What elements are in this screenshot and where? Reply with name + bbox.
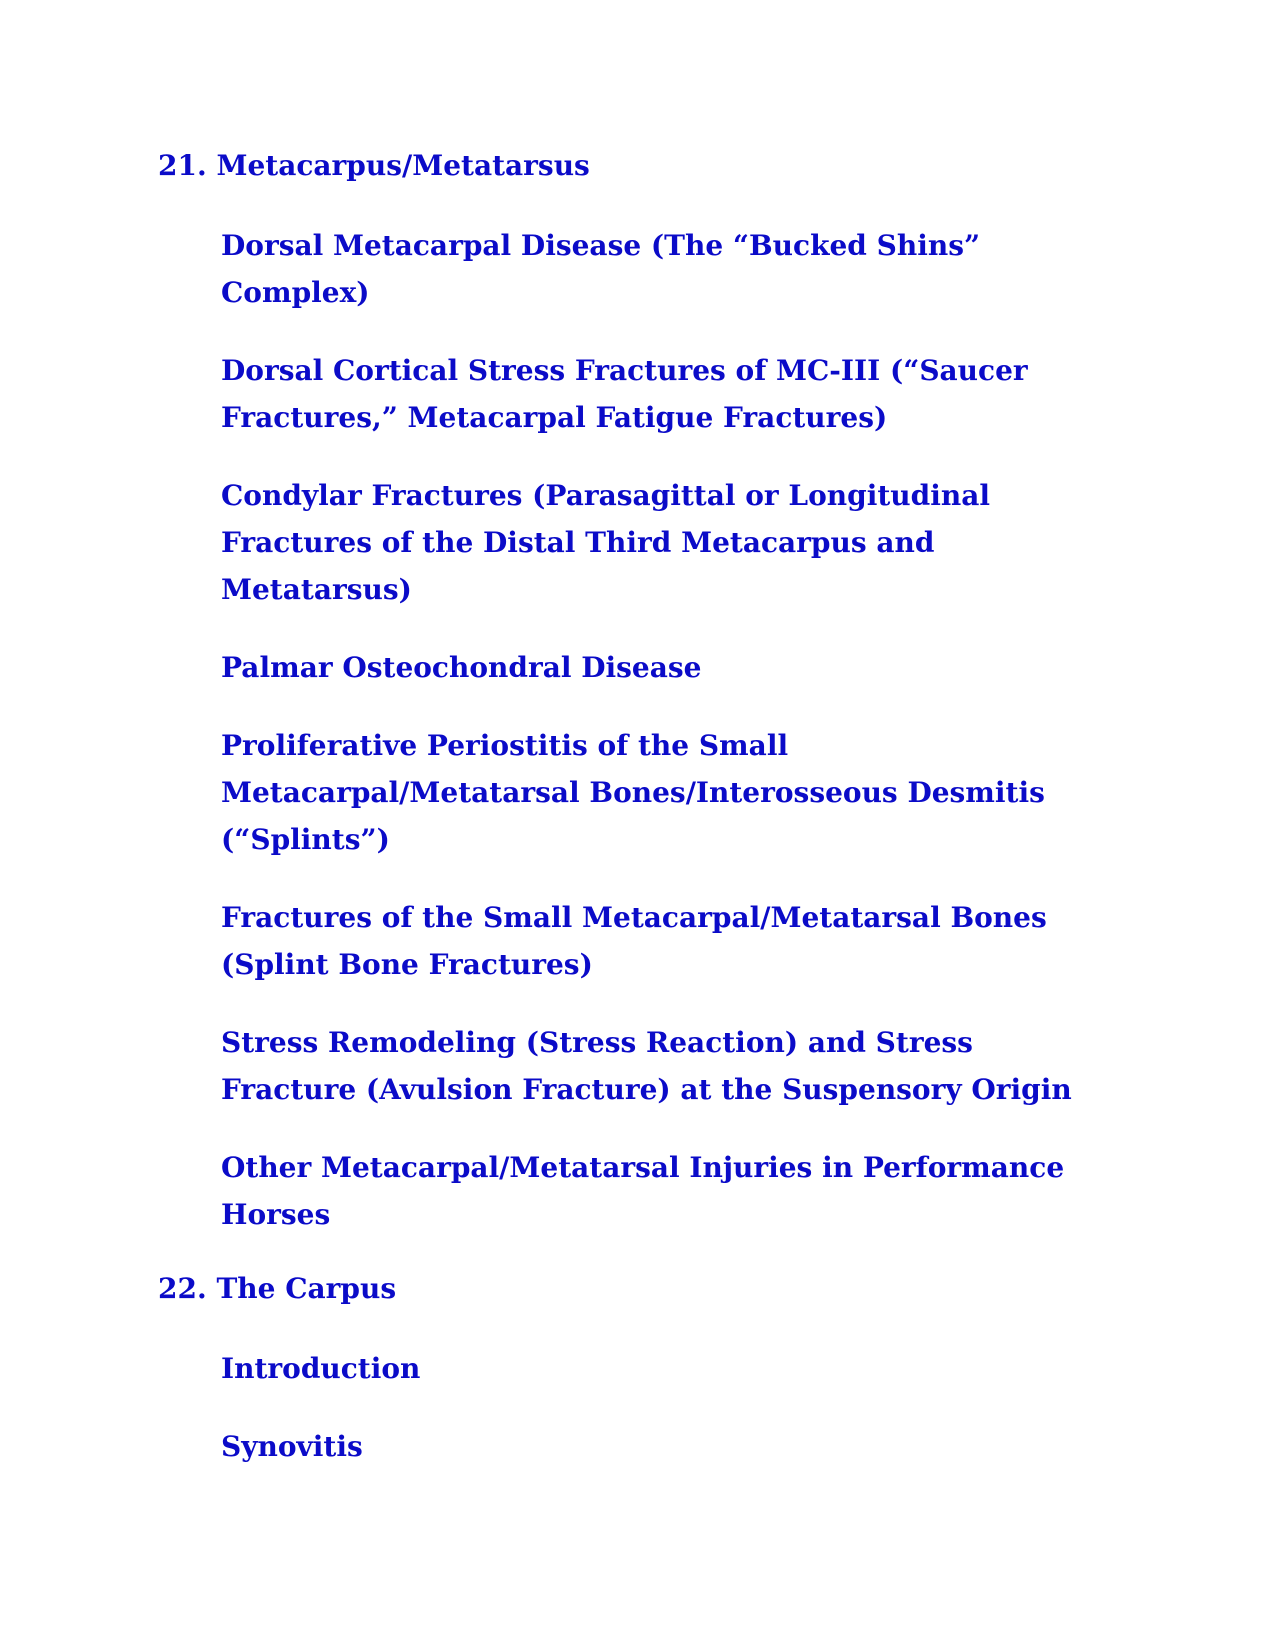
table-of-contents — [158, 146, 1158, 1501]
chapter-22 — [158, 1269, 1158, 1470]
section-link-dorsal-metacarpal-disease[interactable]: Dorsal Metacarpal Disease (The “Bucked Shins” Complex) — [221, 229, 981, 309]
section-link-dorsal-cortical-stress-fractures[interactable]: Dorsal Cortical Stress Fractures of MC-III (“Saucer Fractures,” Metacarpal Fatigue Fractures) — [221, 354, 1028, 434]
section-link-condylar-fractures[interactable]: Condylar Fractures (Parasagittal or Longitudinal Fractures of the Distal Third Metacarpus and Metatarsus) — [221, 479, 991, 606]
section-link-stress-remodeling[interactable]: Stress Remodeling (Stress Reaction) and Stress Fracture (Avulsion Fracture) at the Suspensory Origin — [221, 1026, 1072, 1106]
chapter-title-link[interactable]: 22. The Carpus — [158, 1272, 397, 1305]
section-link-other-injuries[interactable]: Other Metacarpal/Metatarsal Injuries in Performance Horses — [221, 1151, 1065, 1231]
section-link-proliferative-periostitis[interactable]: Proliferative Periostitis of the Small Metacarpal/Metatarsal Bones/Interosseous Desmitis (“Splints”) — [221, 729, 1045, 856]
chapter-title-link[interactable]: 21. Metacarpus/Metatarsus — [158, 149, 590, 182]
section-link-palmar-osteochondral-disease[interactable]: Palmar Osteochondral Disease — [221, 651, 702, 684]
section-link-splint-bone-fractures[interactable]: Fractures of the Small Metacarpal/Metatarsal Bones (Splint Bone Fractures) — [221, 901, 1047, 981]
section-link-synovitis[interactable]: Synovitis — [221, 1430, 363, 1463]
section-link-introduction[interactable]: Introduction — [221, 1352, 421, 1385]
chapter-21 — [158, 146, 1158, 1238]
